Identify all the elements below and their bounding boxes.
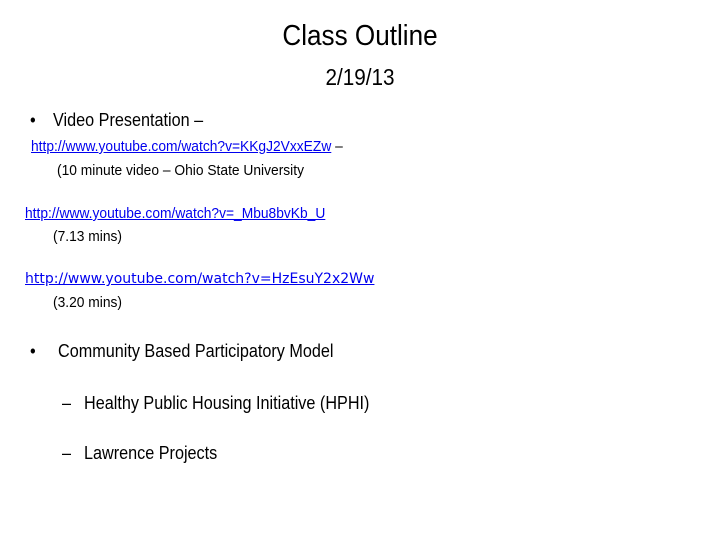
slide-title: Class Outline	[282, 20, 438, 52]
sub-item-hphi: Healthy Public Housing Initiative (HPHI)	[84, 393, 370, 413]
video-note-3: (3.20 mins)	[53, 294, 123, 311]
video-note-1: (10 minute video – Ohio State University	[57, 162, 304, 179]
dash-marker: –	[62, 393, 72, 413]
youtube-link-1[interactable]: http://www.youtube.com/watch?v=KKgJ2VxxEZw	[31, 138, 332, 155]
sub-item-lawrence: Lawrence Projects	[84, 443, 218, 463]
link-row-3	[25, 271, 374, 287]
link-row-1	[31, 138, 343, 155]
youtube-link-3[interactable]: http://www.youtube.com/watch?v=HzEsuY2x2Ww	[25, 271, 375, 287]
video-note-2: (7.13 mins)	[53, 228, 123, 245]
dash-marker: –	[62, 443, 72, 463]
youtube-link-2[interactable]: http://www.youtube.com/watch?v=_Mbu8bvKb_U	[25, 205, 326, 222]
bullet-marker: •	[30, 341, 36, 361]
cbpm-label: Community Based Participatory Model	[58, 341, 334, 361]
link-1-suffix: –	[331, 138, 343, 155]
bullet-marker: •	[30, 110, 36, 130]
video-presentation-label: Video Presentation –	[53, 110, 204, 130]
slide-date: 2/19/13	[325, 64, 395, 90]
link-row-2	[25, 205, 325, 222]
